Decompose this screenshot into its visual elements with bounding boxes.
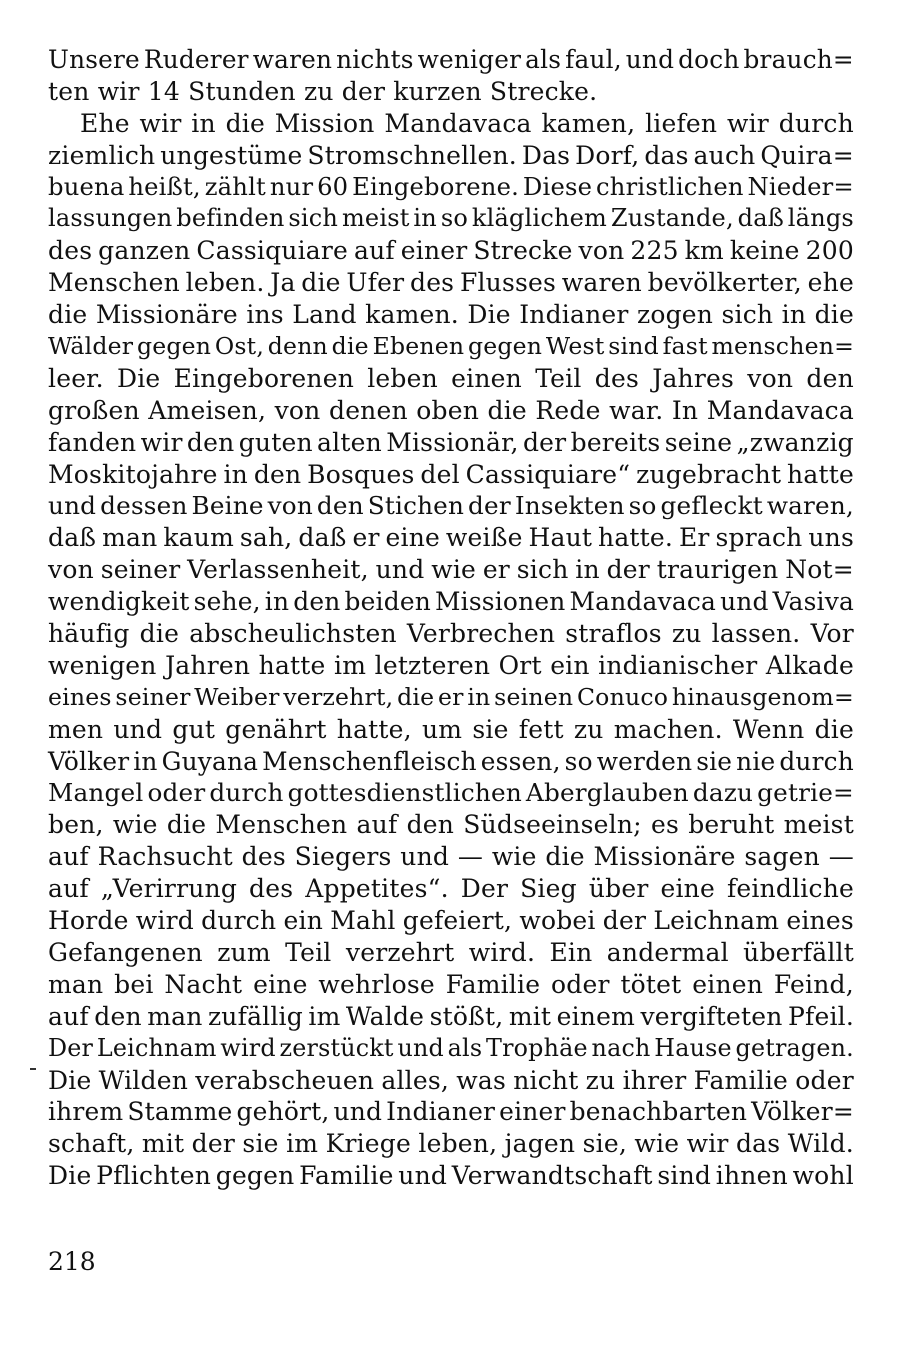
text-line: Menschen leben. Ja die Ufer des Flusses waren bevölkerter, ehe bbox=[48, 268, 854, 298]
text-line: ziemlich ungestüme Stromschnellen. Das Dorf, das auch Quira= bbox=[48, 140, 854, 170]
body-text bbox=[48, 44, 854, 1192]
text-line: ten wir 14 Stunden zu der kurzen Strecke. bbox=[48, 76, 598, 106]
text-line: Moskitojahre in den Bosques del Cassiquiare“ zugebracht hatte bbox=[48, 459, 854, 489]
text-line: men und gut genährt hatte, um sie fett zu machen. Wenn die bbox=[48, 714, 854, 744]
margin-mark bbox=[30, 1068, 36, 1070]
text-line: ihrem Stamme gehört, und Indianer einer benachbarten Völker= bbox=[48, 1097, 854, 1127]
text-line: die Missionäre ins Land kamen. Die Indianer zogen sich in die bbox=[48, 300, 854, 330]
text-line: buena heißt, zählt nur 60 Eingeborene. Diese christlichen Nieder= bbox=[48, 172, 854, 201]
text-line: von seiner Verlassenheit, und wie er sich in der traurigen Not= bbox=[48, 555, 854, 585]
text-line: Horde wird durch ein Mahl gefeiert, wobei der Leichnam eines bbox=[48, 906, 854, 936]
text-line: lassungen befinden sich meist in so kläglichem Zustande, daß längs bbox=[48, 204, 854, 233]
text-line: man bei Nacht eine wehrlose Familie oder tötet einen Feind, bbox=[48, 969, 854, 999]
page-number: 218 bbox=[48, 1247, 96, 1276]
text-line: wendigkeit sehe, in den beiden Missionen Mandavaca und Vasiva bbox=[48, 587, 854, 617]
text-line: daß man kaum sah, daß er eine weiße Haut hatte. Er sprach uns bbox=[48, 523, 854, 553]
text-line: ben, wie die Menschen auf den Südseeinseln; es beruht meist bbox=[48, 810, 854, 840]
text-line: Mangel oder durch gottesdienstlichen Aberglauben dazu getrie= bbox=[48, 778, 854, 808]
text-line: auf Rachsucht des Siegers und — wie die Missionäre sagen — bbox=[48, 842, 854, 872]
text-line: auf den man zufällig im Walde stößt, mit einem vergifteten Pfeil. bbox=[48, 1001, 854, 1031]
text-line: Ehe wir in die Mission Mandavaca kamen, liefen wir durch bbox=[80, 108, 854, 138]
text-line: Der Leichnam wird zerstückt und als Trophäe nach Hause getragen. bbox=[48, 1033, 854, 1062]
text-line: Die Pflichten gegen Familie und Verwandtschaft sind ihnen wohl bbox=[48, 1161, 854, 1191]
text-line: Gefangenen zum Teil verzehrt wird. Ein andermal überfällt bbox=[48, 937, 854, 967]
text-line: häufig die abscheulichsten Verbrechen straflos zu lassen. Vor bbox=[48, 619, 854, 649]
text-line: Unsere Ruderer waren nichts weniger als faul, und doch brauch= bbox=[48, 45, 854, 74]
text-line: fanden wir den guten alten Missionär, der bereits seine „zwanzig bbox=[48, 427, 854, 457]
text-line: des ganzen Cassiquiare auf einer Strecke von 225 km keine 200 bbox=[48, 236, 854, 266]
text-line: Völker in Guyana Menschenfleisch essen, so werden sie nie durch bbox=[48, 746, 854, 776]
text-line: und dessen Beine von den Stichen der Insekten so gefleckt waren, bbox=[48, 491, 854, 521]
text-line: auf „Verirrung des Appetites“. Der Sieg über eine feindliche bbox=[48, 874, 854, 904]
text-line: wenigen Jahren hatte im letzteren Ort ein indianischer Alkade bbox=[48, 650, 854, 680]
text-line: leer. Die Eingeborenen leben einen Teil des Jahres von den bbox=[48, 363, 854, 393]
text-line: schaft, mit der sie im Kriege leben, jagen sie, wie wir das Wild. bbox=[48, 1129, 854, 1159]
text-line: großen Ameisen, von denen oben die Rede war. In Mandavaca bbox=[48, 395, 854, 425]
text-line: eines seiner Weiber verzehrt, die er in seinen Conuco hinausgenom= bbox=[48, 682, 854, 711]
text-line: Wälder gegen Ost, denn die Ebenen gegen West sind fast menschen= bbox=[48, 332, 854, 361]
text-line: Die Wilden verabscheuen alles, was nicht zu ihrer Familie oder bbox=[48, 1065, 854, 1095]
